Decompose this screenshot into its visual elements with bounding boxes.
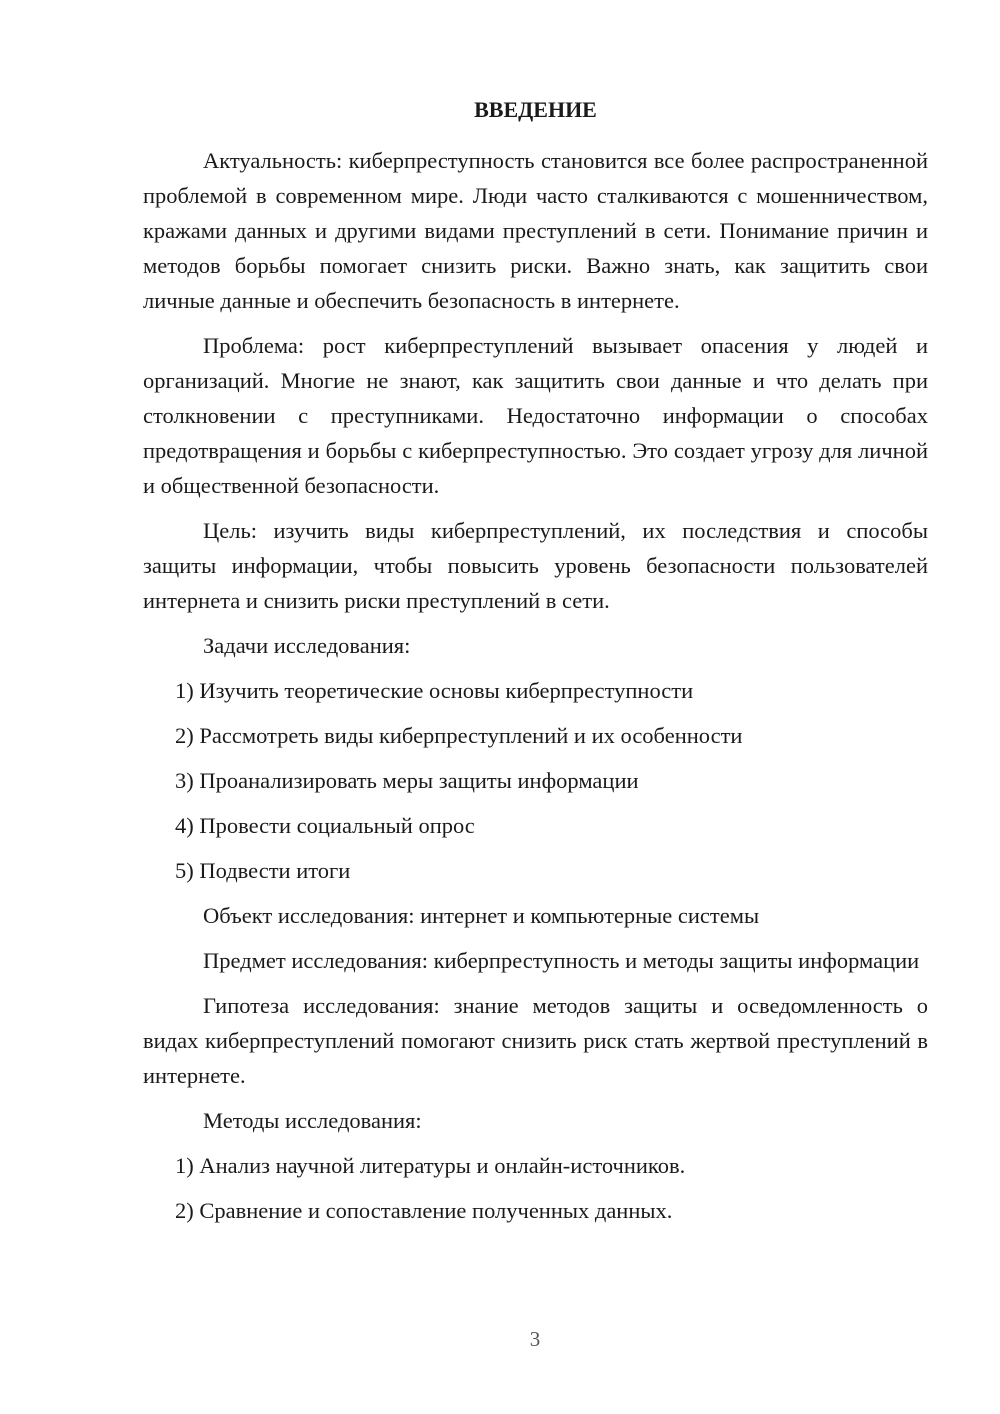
relevance-paragraph: Актуальность: киберпреступность становится все более распространенной проблемой в современном мире. Люди часто сталкиваются с мошенничеством, кражами данных и другими видами преступлений в сети. Понимание причин и методов борьбы помогает снизить риски. Важно знать, как защитить свои личные данные и обеспечить безопасность в интернете.: [143, 148, 928, 313]
list-item: 1) Изучить теоретические основы киберпреступности: [175, 678, 694, 703]
hypothesis-paragraph: Гипотеза исследования: знание методов защиты и осведомленность о видах киберпреступлений помогают снизить риск стать жертвой преступлений в интернете.: [143, 993, 928, 1088]
methods-title: Методы исследования:: [203, 1108, 422, 1133]
list-item: 3) Проанализировать меры защиты информации: [175, 768, 639, 793]
document-page: [143, 92, 928, 1238]
list-item: 5) Подвести итоги: [175, 858, 351, 883]
list-item: 4) Провести социальный опрос: [175, 813, 475, 838]
problem-paragraph: Проблема: рост киберпреступлений вызывает опасения у людей и организаций. Многие не знают, как защитить свои данные и что делать при столкновении с преступниками. Недостаточно информации о способах предотвращения и борьбы с киберпреступностью. Это создает угрозу для личной и общественной безопасности.: [143, 333, 928, 498]
tasks-title: Задачи исследования:: [203, 633, 411, 658]
goal-paragraph: Цель: изучить виды киберпреступлений, их последствия и способы защиты информации, чтобы повысить уровень безопасности пользователей интернета и снизить риски преступлений в сети.: [143, 518, 928, 613]
subject-paragraph: Предмет исследования: киберпреступность и методы защиты информации: [203, 948, 920, 973]
tasks-list: [143, 673, 928, 888]
page-number: 3: [529, 1327, 541, 1351]
list-item: 2) Рассмотреть виды киберпреступлений и их особенности: [175, 723, 743, 748]
object-paragraph: Объект исследования: интернет и компьютерные системы: [203, 903, 760, 928]
section-heading: ВВЕДЕНИЕ: [474, 97, 597, 122]
methods-list: [143, 1148, 928, 1228]
list-item: 2) Сравнение и сопоставление полученных данных.: [175, 1198, 673, 1223]
list-item: 1) Анализ научной литературы и онлайн-источников.: [175, 1153, 686, 1178]
